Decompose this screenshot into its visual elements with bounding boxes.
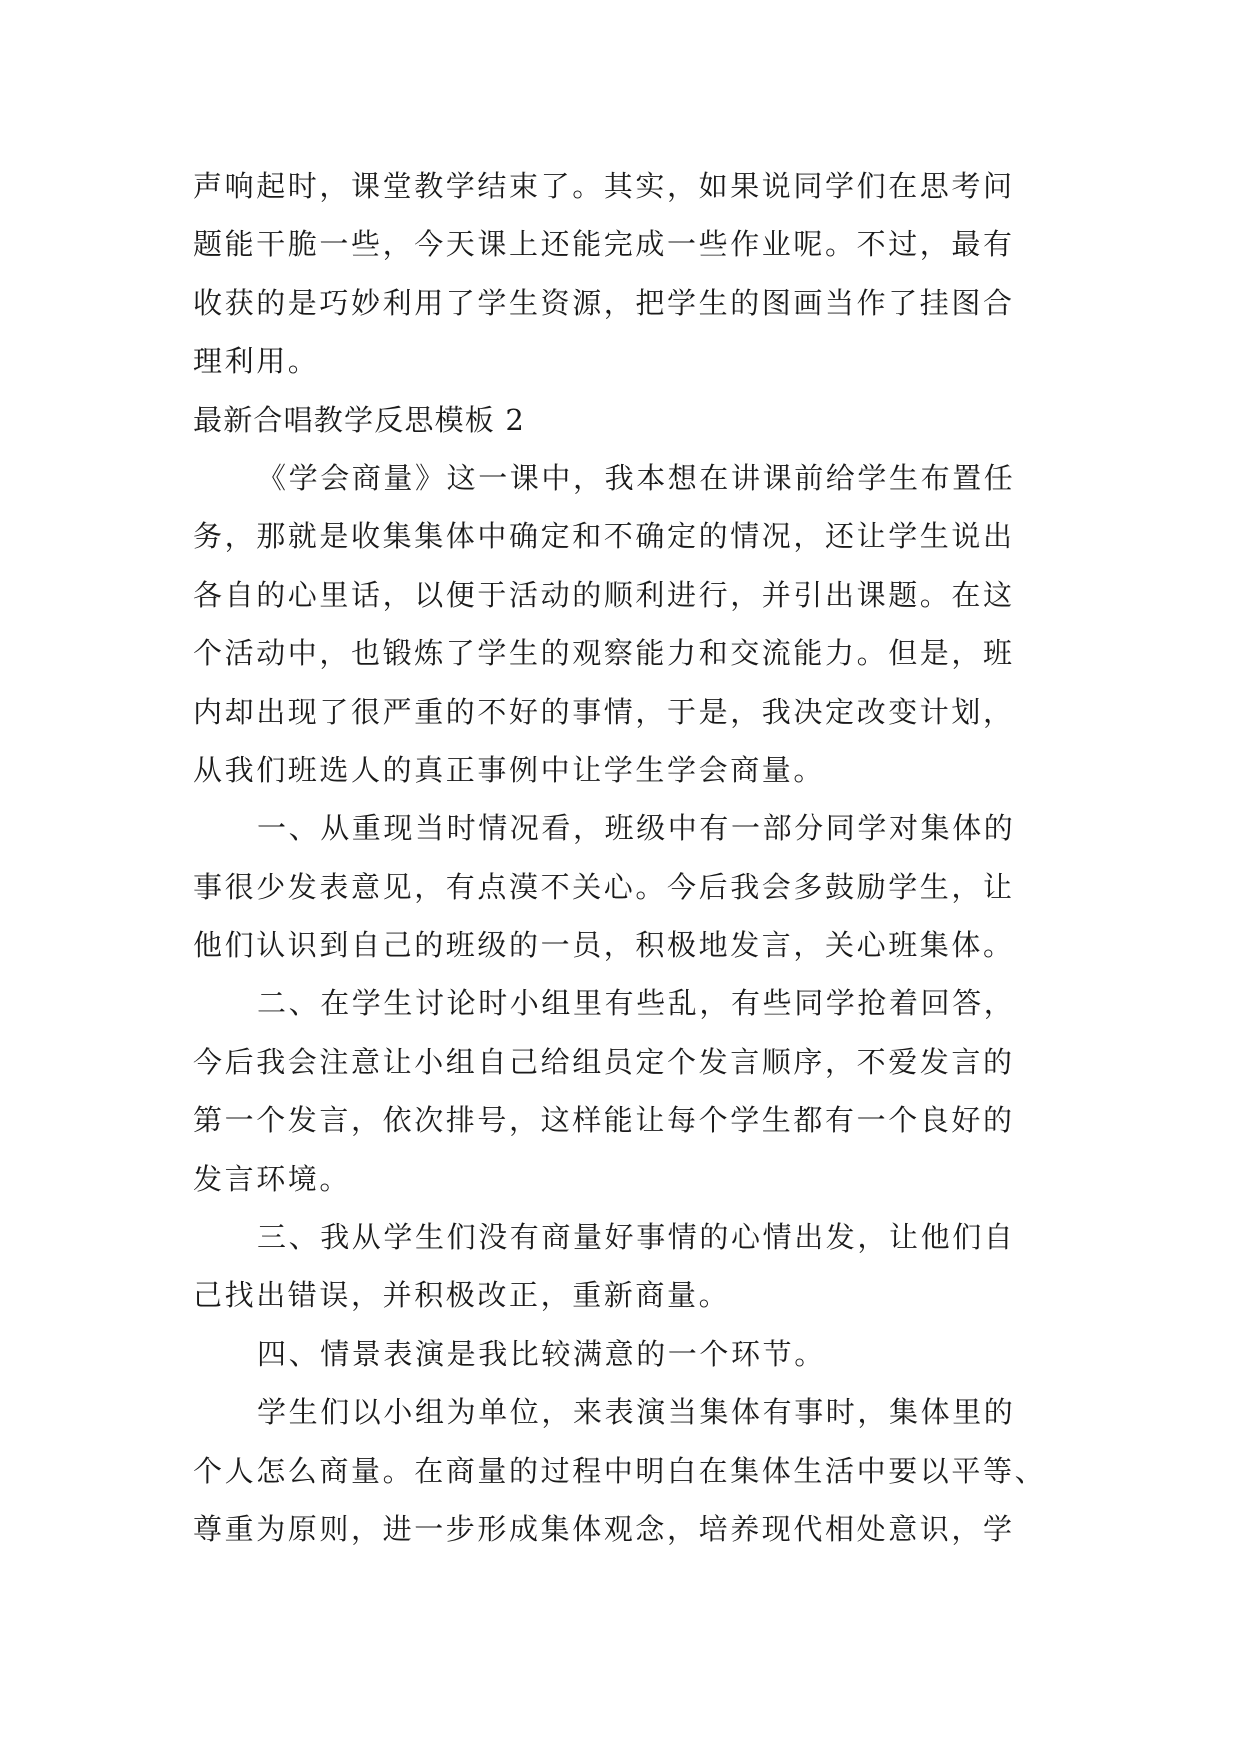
text-line: 从我们班选人的真正事例中让学生学会商量。 — [193, 752, 826, 787]
text-line: 他们认识到自己的班级的一员，积极地发言，关心班集体。 — [193, 928, 1015, 963]
paragraph-first-line: 一、从重现当时情况看，班级中有一部分同学对集体的 — [257, 811, 1016, 846]
text-line: 第一个发言，依次排号，这样能让每个学生都有一个良好的 — [193, 1103, 1015, 1138]
section-heading: 最新合唱教学反思模板 2 — [193, 402, 526, 437]
text-line: 己找出错误，并积极改正，重新商量。 — [193, 1278, 731, 1313]
text-line: 个人怎么商量。在商量的过程中明白在集体生活中要以平等、 — [193, 1453, 1047, 1488]
text-line: 务，那就是收集集体中确定和不确定的情况，还让学生说出 — [193, 519, 1015, 554]
text-line: 题能干脆一些，今天课上还能完成一些作业呢。不过，最有 — [193, 227, 1015, 262]
text-line: 理利用。 — [193, 344, 320, 379]
text-line: 各自的心里话，以便于活动的顺利进行，并引出课题。在这 — [193, 577, 1015, 612]
paragraph-first-line: 三、我从学生们没有商量好事情的心情出发，让他们自 — [257, 1220, 1016, 1255]
paragraph-first-line: 《学会商量》这一课中，我本想在讲课前给学生布置任 — [257, 460, 1016, 495]
paragraph-first-line: 四、情景表演是我比较满意的一个环节。 — [257, 1336, 826, 1371]
text-line: 今后我会注意让小组自己给组员定个发言顺序，不爱发言的 — [193, 1044, 1015, 1079]
paragraph-first-line: 二、在学生讨论时小组里有些乱，有些同学抢着回答， — [257, 986, 1016, 1021]
text-line: 声响起时，课堂教学结束了。其实，如果说同学们在思考问 — [193, 169, 1015, 203]
text-line: 尊重为原则，进一步形成集体观念，培养现代相处意识，学 — [193, 1511, 1015, 1546]
paragraph-first-line: 学生们以小组为单位，来表演当集体有事时，集体里的 — [257, 1395, 1016, 1430]
text-line: 收获的是巧妙利用了学生资源，把学生的图画当作了挂图合 — [193, 285, 1015, 320]
text-line: 个活动中，也锻炼了学生的观察能力和交流能力。但是，班 — [193, 636, 1015, 671]
text-line: 事很少发表意见，有点漠不关心。今后我会多鼓励学生，让 — [193, 869, 1015, 904]
text-line: 发言环境。 — [193, 1161, 352, 1196]
text-line: 内却出现了很严重的不好的事情，于是，我决定改变计划， — [193, 694, 1015, 729]
document-body — [193, 157, 1053, 1558]
